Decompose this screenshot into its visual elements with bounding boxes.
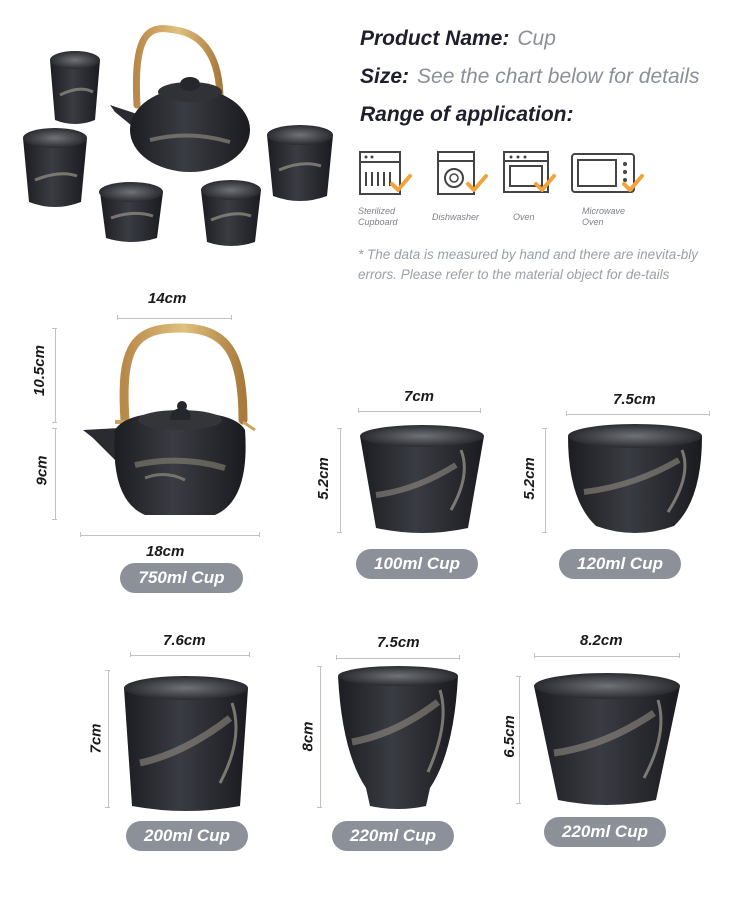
sterilized-cupboard-icon: [358, 150, 414, 200]
cup120-image: [564, 420, 706, 542]
cup100-height: 5.2cm: [314, 457, 332, 500]
cup120-height: 5.2cm: [520, 457, 538, 500]
cup120-width: 7.5cm: [613, 391, 656, 408]
cup220b-height: 6.5cm: [500, 715, 518, 758]
microwave-oven-icon: [570, 150, 646, 200]
teapot-width-bottom: 18cm: [146, 543, 185, 560]
range-line: [360, 103, 574, 127]
oven-icon: [502, 150, 558, 200]
cup220a-height: 8cm: [299, 721, 317, 752]
cup200-height: 7cm: [87, 723, 105, 754]
cup120-height-line: [545, 428, 546, 533]
cup100-capacity-label: 100ml Cup: [356, 549, 478, 579]
cup100-height-line: [340, 428, 341, 533]
size-value: See the chart below for details: [417, 65, 700, 88]
app-label-sterilized: Sterilized Cupboard: [358, 206, 398, 227]
dishwasher-icon: [436, 150, 492, 200]
product-name-line: [360, 27, 556, 51]
cup200-height-line: [108, 670, 109, 808]
cup220a-image: [334, 662, 462, 812]
teapot-capacity-label: 750ml Cup: [120, 563, 243, 593]
cup220b-height-line: [519, 676, 520, 804]
app-label-microwave: Microwave Oven: [582, 206, 626, 227]
cup100-image: [356, 420, 488, 540]
teapot-height-handle: 10.5cm: [30, 345, 48, 396]
cup220a-capacity-label: 220ml Cup: [332, 821, 454, 851]
cup100-width-line: [358, 411, 481, 412]
teapot-height-body-line: [55, 428, 56, 520]
teapot-image: [75, 320, 275, 525]
cup100-width: 7cm: [404, 388, 435, 405]
range-label: Range of application:: [360, 103, 574, 126]
teapot-width-top-line: [117, 318, 232, 319]
cup220b-width-line: [534, 656, 680, 657]
cup220a-width-line: [336, 658, 460, 659]
product-name-label: Product Name:: [360, 27, 510, 50]
cup200-capacity-label: 200ml Cup: [126, 821, 248, 851]
cup120-width-line: [566, 414, 710, 415]
cup200-width-line: [130, 655, 250, 656]
cup200-width: 7.6cm: [163, 632, 206, 649]
measurement-note: * The data is measured by hand and there are inevita-bly errors. Please refer to the material object for de-tails: [358, 247, 698, 282]
cup220a-width: 7.5cm: [377, 634, 420, 651]
cup200-image: [120, 668, 252, 816]
cup220a-height-line: [320, 666, 321, 808]
app-label-oven: Oven: [513, 212, 535, 222]
teapot-height-handle-line: [55, 328, 56, 423]
app-label-dishwasher: Dishwasher: [432, 212, 480, 222]
teaset-photo: [15, 20, 345, 260]
cup220b-capacity-label: 220ml Cup: [544, 817, 666, 847]
size-line: [360, 65, 700, 89]
teapot-width-top: 14cm: [148, 290, 187, 307]
cup120-capacity-label: 120ml Cup: [559, 549, 681, 579]
cup220b-width: 8.2cm: [580, 632, 623, 649]
product-name-value: Cup: [517, 27, 556, 50]
cup220b-image: [530, 668, 684, 810]
teapot-height-body: 9cm: [33, 455, 51, 486]
size-label: Size:: [360, 65, 410, 88]
teapot-width-bottom-line: [80, 535, 260, 536]
